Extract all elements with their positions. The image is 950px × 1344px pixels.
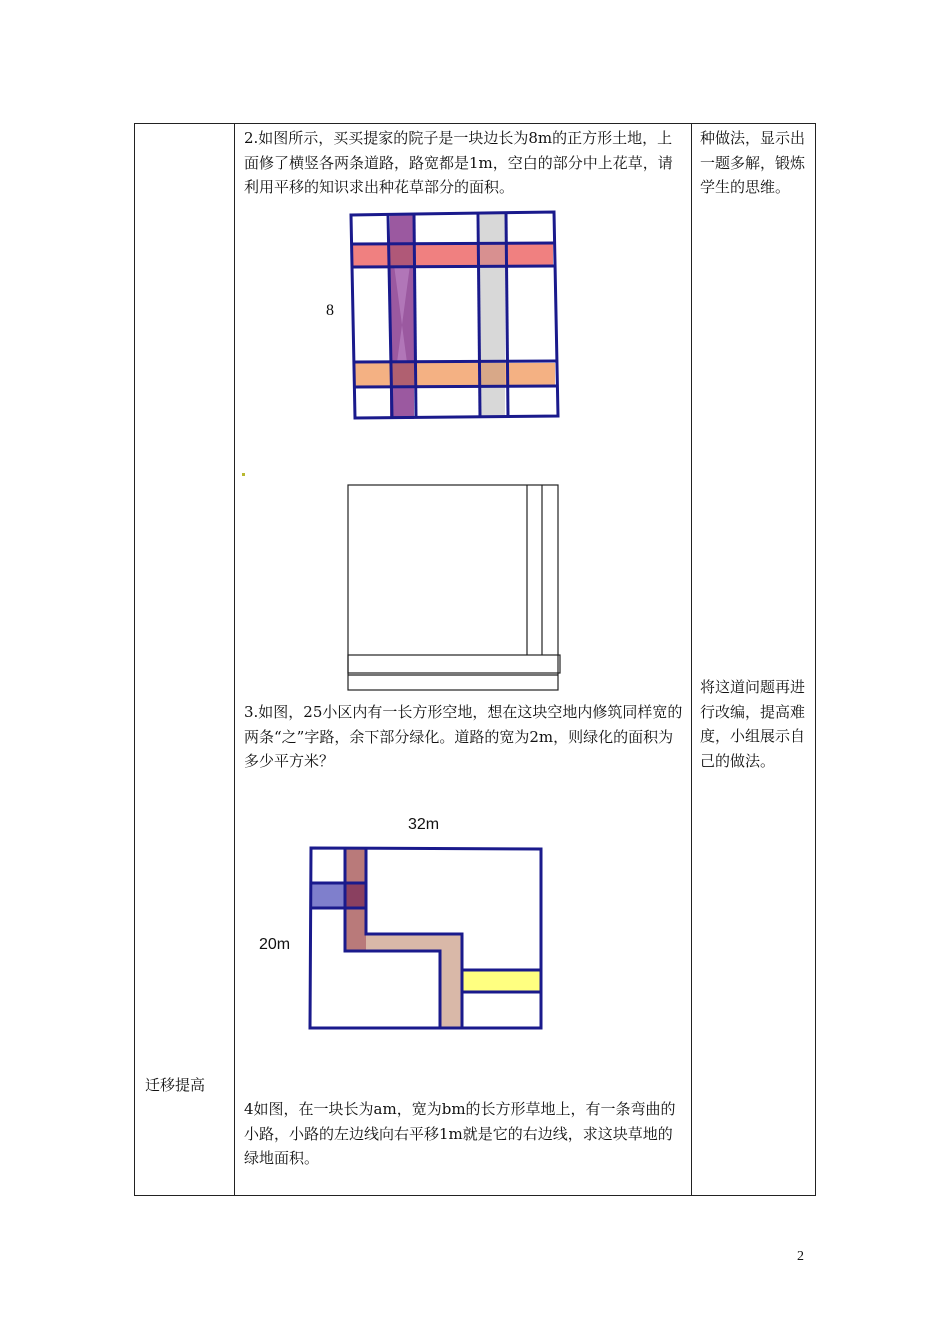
page-number: 2: [797, 1249, 804, 1264]
problem-2-yard-figure: [320, 205, 570, 425]
teaching-note-1: 种做法，显示出一题多解，锻炼学生的思维。: [700, 129, 806, 196]
side-length-label: 8: [326, 302, 334, 319]
problem-2-text: 2.如图所示，买买提家的院子是一块边长为8m的正方形土地，上面修了横竖各两条道路，路宽都是1m，空白的部分中上花草，请利用平移的知识求出种花草部分的面积。: [244, 129, 673, 196]
square-sketch-figure: [345, 482, 565, 694]
table-cell-notes: [691, 123, 816, 1196]
problem-3-text: 3.如图，25小区内有一长方形空地，想在这块空地内修筑同样宽的两条“之”字路，余下部分绿化。道路的宽为2m，则绿化的面积为多少平方米？: [244, 703, 683, 770]
horizontal-road-pink: [353, 244, 553, 267]
horizontal-road-orange: [355, 363, 555, 387]
table-cell-label: [134, 123, 235, 1196]
blue-road: [312, 883, 345, 908]
height-label: 20m: [259, 936, 291, 953]
teaching-note-2: 将这道问题再进行改编，提高难度，小组展示自己的做法。: [700, 678, 806, 770]
marker-dot: [242, 473, 245, 476]
yellow-road: [462, 970, 540, 992]
width-label: 32m: [408, 816, 440, 833]
section-label: 迁移提高: [145, 1076, 206, 1094]
problem-4-text: 4如图，在一块长为am，宽为bm的长方形草地上，有一条弯曲的小路，小路的左边线向右平移1m就是它的右边线，求这块草地的绿地面积。: [244, 1100, 676, 1167]
problem-3-lot-figure: [250, 808, 560, 1038]
